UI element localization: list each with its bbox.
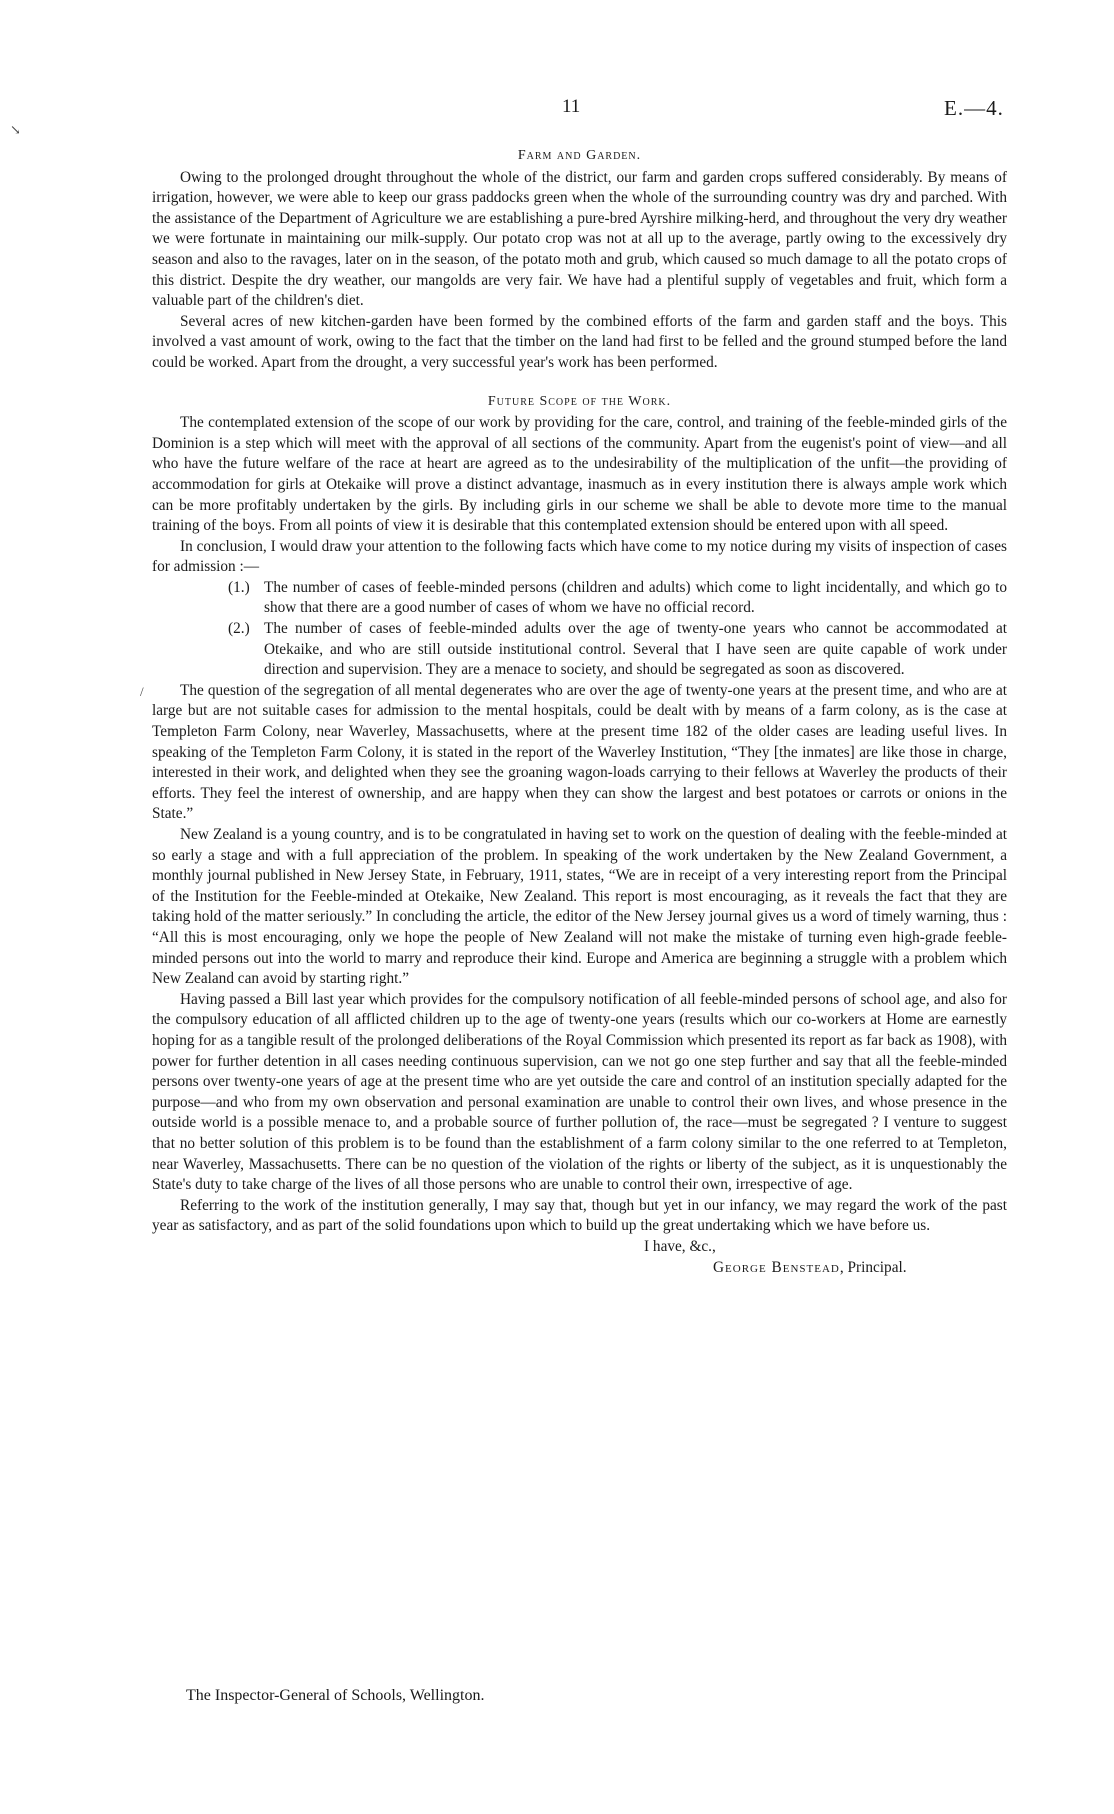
signature: [713, 1258, 907, 1279]
paragraph: Having passed a Bill last year which provides for the compulsory notification of all feeble-minded persons of school age, and also for the compulsory education of all afflicted children up to the age of twenty-one years (results which our co-workers at Home are earnestly hoping for as a tangible result of the prolonged deliberations of the Royal Commission which presented its report as far back as 1908), with power for further detention in all cases needing continuous supervision, can we not go one step further and say that all the feeble-minded persons over twenty-one years of age at the present time who are yet outside the care and control of an institution specially adapted for the purpose—and who from my own observation and personal examination are unable to control their own lives, and whose presence in the outside world is a possible menace to, and a probable source of further pollution of, the race—must be segregated ? I venture to suggest that no better solution of this problem is to be found than the establishment of a farm colony similar to the one referred to at Templeton, near Waverley, Massachusetts. There can be no question of the violation of the rights or liberty of the subject, as it is unquestionably the State's duty to take charge of the lives of all those persons who are unable to control their own, irrespective of age.: [152, 990, 1007, 1194]
paragraph: The question of the segregation of all mental degenerates who are over the age of twenty-one years at the present time, and who are at large but are not suitable cases for admission to the mental hospitals, could be dealt with by means of a farm colony, as is the case at Templeton Farm Colony, near Waverley, Massachusetts, where at the present time 182 of the older cases are leading useful lives. In speaking of the Templeton Farm Colony, it is stated in the report of the Waverley Institution, “They [the inmates] are like those in charge, interested in their work, and delighted when they see the groaning wagon-loads carrying to their fellows at Waverley the products of their efforts. They feel the interest of ownership, and are happy when they can show the largest and best potatoes or carrots or onions in the State.”: [152, 681, 1007, 823]
section-heading-future-scope: Future Scope of the Work.: [487, 393, 672, 409]
list-item: [228, 619, 1007, 681]
margin-mark: /: [140, 684, 144, 699]
signature-title: , Principal.: [839, 1258, 907, 1276]
document-reference: E.—4.: [944, 96, 1004, 120]
closing-block: [152, 1237, 1007, 1283]
paragraph: New Zealand is a young country, and is to be congratulated in having set to work on the question of dealing with the feeble-minded at so early a stage and with a full appreciation of the problem. In speaking of the work undertaken by the New Zealand Government, a monthly journal published in New Jersey State, in February, 1911, states, “We are in receipt of a very interesting report from the Principal of the Institution for the Feeble-minded at Otekaike, New Zealand. This report is most encouraging, as it reveals the fact that they are taking hold of the matter seriously.” In concluding the article, the editor of the New Jersey journal gives us a word of timely warning, thus : “All this is most encouraging, only we hope the people of New Zealand will not make the mistake of turning even high-grade feeble-minded persons out into the world to marry and reproduce their kind. Europe and America are beginning a struggle with a problem which New Zealand can avoid by starting right.”: [152, 826, 1007, 988]
document-body: [152, 146, 1007, 1283]
paragraph: Referring to the work of the institution generally, I may say that, though but yet in our infancy, we may regard the work of the past year as satisfactory, and as part of the solid foundations upon which to build up the great undertaking which we have before us.: [152, 1196, 1007, 1235]
list-item-number: (1.): [228, 578, 250, 596]
section-heading-farm-and-garden: Farm and Garden.: [517, 148, 642, 163]
paragraph: The contemplated extension of the scope of our work by providing for the care, control, and training of the feeble-minded girls of the Dominion is a step which will meet with the approval of all sections of the community. Apart from the eugenist's point of view—and all who have the future welfare of the race at heart are agreed as to the undesirability of the multiplication of the unfit—the providing of accommodation for girls at Otekaike will prove a distinct advantage, inasmuch as in every institution there is always ample work which can be more profitably undertaken by the girls. By including girls in our scheme we shall be able to devote more time to the manual training of the boys. From all points of view it is desirable that this contemplated extension should be entered upon with all speed.: [152, 414, 1007, 535]
list-item-text: The number of cases of feeble-minded adults over the age of twenty-one years who cannot be accommodated at Otekaike, and who are still outside institutional control. Several that I have seen are quite capable of work under direction and supervision. They are a menace to society, and should be segregated as soon as discovered.: [264, 620, 1007, 679]
paragraph: Owing to the prolonged drought throughout the whole of the district, our farm and garden crops suffered considerably. By means of irrigation, however, we were able to keep our grass paddocks green when the whole of the surrounding country was dry and parched. With the assistance of the Department of Agriculture we are establishing a pure-bred Ayrshire milking-herd, and throughout the very dry weather we were fortunate in maintaining our milk-supply. Our potato crop was not at all up to the average, partly owing to the excessively dry season and also to the ravages, later on in the season, of the potato moth and grub, which caused so much damage to all the potato crops of this district. Despite the dry weather, our mangolds are very fair. We have had a plentiful supply of vegetables and fruit, which form a valuable part of the children's diet.: [152, 168, 1007, 310]
recipient-address: The Inspector-General of Schools, Wellington.: [186, 1687, 485, 1704]
list-item: [228, 578, 1007, 619]
signature-name: George Benstead: [713, 1258, 840, 1276]
list-item-number: (2.): [228, 620, 250, 638]
paragraph: In conclusion, I would draw your attention to the following facts which have come to my notice during my visits of inspection of cases for admission :—: [152, 537, 1007, 576]
margin-mark: ↘: [10, 122, 21, 137]
page-number: 11: [562, 96, 581, 117]
page-header: [0, 96, 1114, 124]
list-item-text: The number of cases of feeble-minded persons (children and adults) which come to light incidentally, and which go to show that there are a good number of cases of whom we have no official record.: [264, 578, 1007, 617]
paragraph: Several acres of new kitchen-garden have been formed by the combined efforts of the farm and garden staff and the boys. This involved a vast amount of work, owing to the fact that the timber on the land had first to be felled and the ground stumped before the land could be worked. Apart from the drought, a very successful year's work has been performed.: [152, 312, 1007, 371]
salutation: I have, &c.,: [644, 1237, 716, 1255]
